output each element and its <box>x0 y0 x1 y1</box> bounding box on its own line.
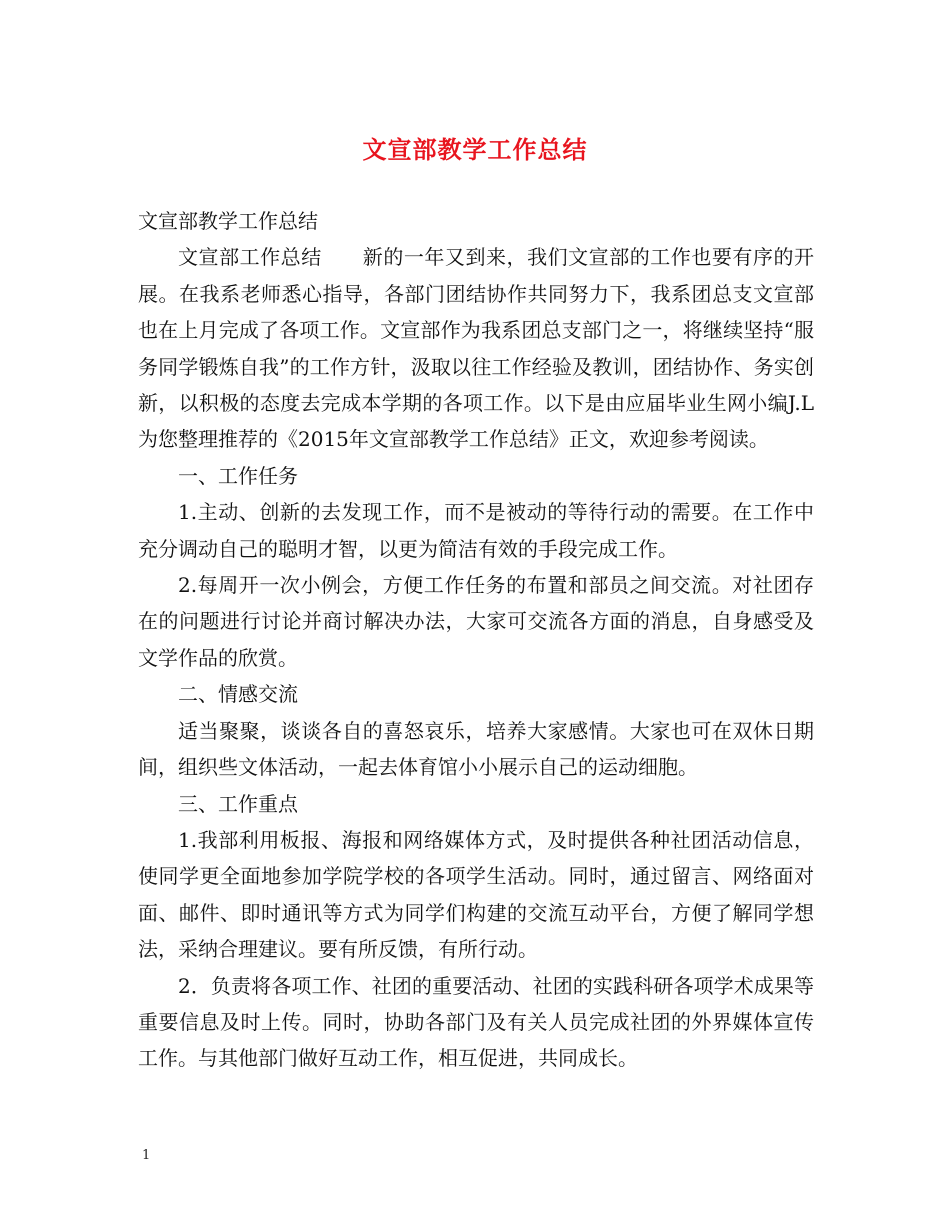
document-title: 文宣部教学工作总结 <box>362 136 588 164</box>
paragraph: 2.每周开一次小例会，方便工作任务的布置和部员之间交流。对社团存在的问题进行讨论并商讨解决办法，大家可交流各方面的消息，自身感受及文学作品的欣赏。 <box>138 573 814 670</box>
paragraph: 1.主动、创新的去发现工作，而不是被动的等待行动的需要。在工作中充分调动自己的聪明才智，以更为简洁有效的手段完成工作。 <box>138 500 814 561</box>
paragraph: 适当聚聚，谈谈各自的喜怒哀乐，培养大家感情。大家也可在双休日期间，组织些文体活动，一起去体育馆小小展示自己的运动细胞。 <box>138 718 814 780</box>
paragraph: 2．负责将各项工作、社团的重要活动、社团的实践科研各项学术成果等重要信息及时上传。同时，协助各部门及有关人员完成社团的外界媒体宣传工作。与其他部门做好互动工作，相互促进，共同成长。 <box>138 973 814 1071</box>
page-number: 1 <box>142 1148 151 1163</box>
document-body <box>138 203 814 1077</box>
section-heading: 一、工作任务 <box>178 463 298 488</box>
paragraph: 1.我部利用板报、海报和网络媒体方式，及时提供各种社团活动信息，使同学更全面地参加学院学校的各项学生活动。同时，通过留言、网络面对面、邮件、即时通讯等方式为同学们构建的交流互动平台，方便了解同学想法，采纳合理建议。要有所反馈，有所行动。 <box>138 827 814 962</box>
paragraph: 文宣部教学工作总结 <box>138 209 318 233</box>
section-heading: 二、情感交流 <box>178 682 298 707</box>
section-heading: 三、工作重点 <box>178 791 298 816</box>
paragraph: 文宣部工作总结 新的一年又到来，我们文宣部的工作也要有序的开展。在我系老师悉心指导，各部门团结协作共同努力下，我系团总支文宣部也在上月完成了各项工作。文宣部作为我系团总支部门之一，将继续坚持“服务同学锻炼自我”的工作方针，汲取以往工作经验及教训，团结协作、务实创新，以积极的态度去完成本学期的各项工作。以下是由应届毕业生网小编J.L为您整理推荐的《2015年文宣部教学工作总结》正文，欢迎参考阅读。 <box>138 245 814 452</box>
